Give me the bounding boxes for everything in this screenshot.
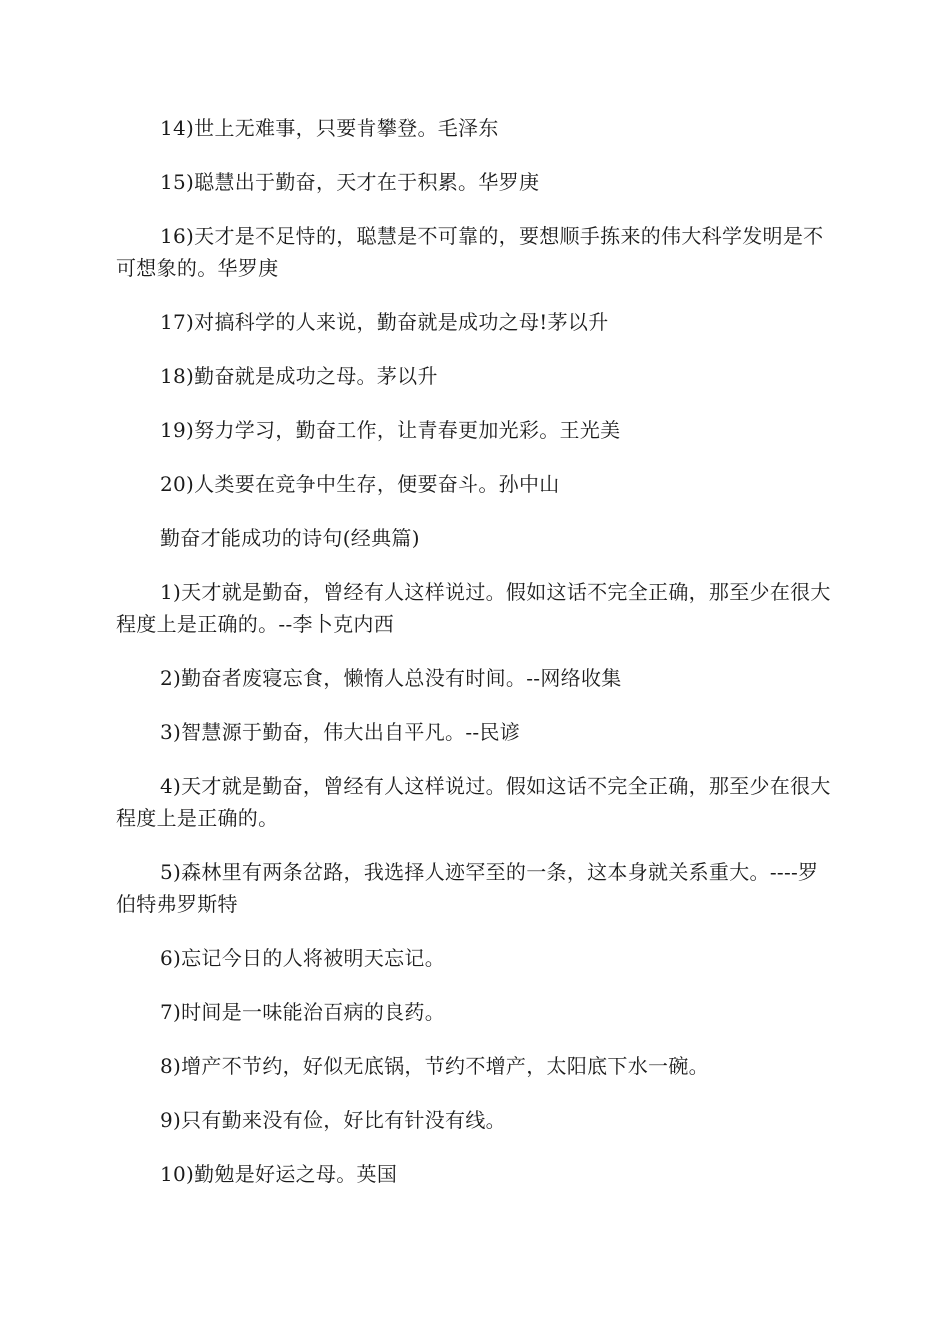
- section-heading: 勤奋才能成功的诗句(经典篇): [160, 526, 420, 550]
- paragraph-quote-18: 18)勤奋就是成功之母。茅以升: [160, 364, 438, 388]
- paragraph-quote-14: 14)世上无难事，只要肯攀登。毛泽东: [160, 116, 499, 140]
- paragraph-quote-19: 19)努力学习，勤奋工作，让青春更加光彩。王光美: [160, 418, 621, 442]
- paragraph-quote-16: 16)天才是不足恃的，聪慧是不可靠的，要想顺手拣来的伟大科学发明是不可想象的。华罗庚: [116, 224, 824, 280]
- paragraph-poem-7: 7)时间是一味能治百病的良药。: [160, 1000, 446, 1024]
- paragraph-poem-4: 4)天才就是勤奋，曾经有人这样说过。假如这话不完全正确，那至少在很大程度上是正确的。: [116, 774, 831, 830]
- paragraph-quote-17: 17)对搞科学的人来说，勤奋就是成功之母!茅以升: [160, 310, 609, 334]
- paragraph-poem-9: 9)只有勤来没有俭，好比有针没有线。: [160, 1108, 506, 1132]
- paragraph-poem-8: 8)增产不节约，好似无底锅，节约不增产，太阳底下水一碗。: [160, 1054, 709, 1078]
- paragraph-poem-6: 6)忘记今日的人将被明天忘记。: [160, 946, 446, 970]
- paragraph-poem-3: 3)智慧源于勤奋，伟大出自平凡。--民谚: [160, 720, 521, 744]
- paragraph-quote-20: 20)人类要在竞争中生存，便要奋斗。孙中山: [160, 472, 560, 496]
- document-body: [116, 112, 836, 1212]
- paragraph-poem-1: 1)天才就是勤奋，曾经有人这样说过。假如这话不完全正确，那至少在很大程度上是正确的。--李卜克内西: [116, 580, 831, 636]
- paragraph-quote-15: 15)聪慧出于勤奋，天才在于积累。华罗庚: [160, 170, 540, 194]
- paragraph-poem-10: 10)勤勉是好运之母。英国: [160, 1162, 398, 1186]
- paragraph-poem-2: 2)勤奋者废寝忘食，懒惰人总没有时间。--网络收集: [160, 666, 622, 690]
- paragraph-poem-5: 5)森林里有两条岔路，我选择人迹罕至的一条，这本身就关系重大。----罗伯特弗罗斯特: [116, 860, 819, 916]
